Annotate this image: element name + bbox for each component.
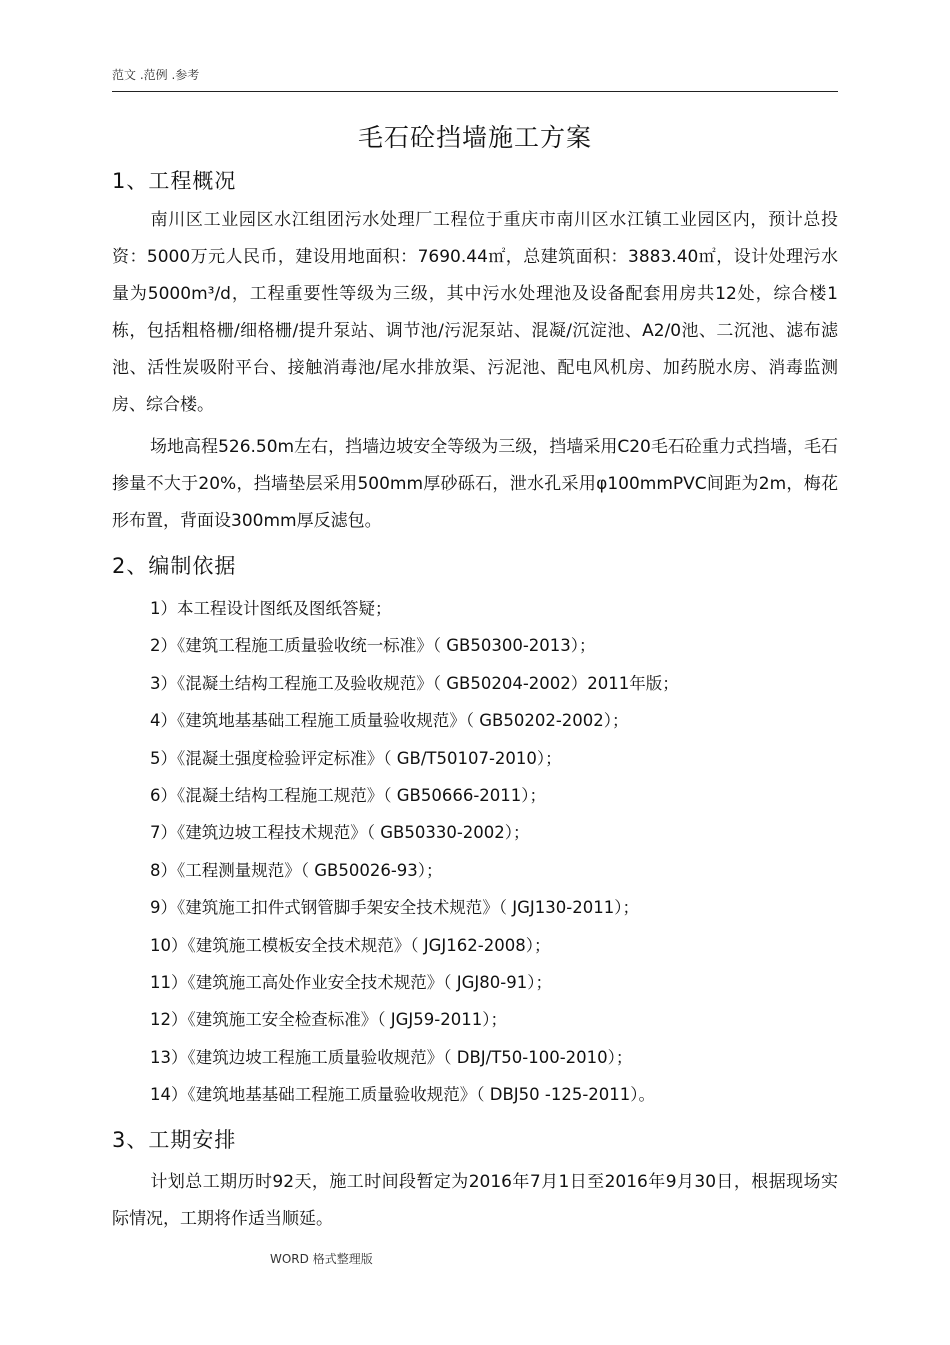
reference-list [150,595,679,1118]
overview-paragraph-1 [112,202,838,424]
list-item: 7）《建筑边坡工程技术规范》（ GB50330-2002）； [150,823,530,843]
list-item: 11）《建筑施工高处作业安全技术规范》（ JGJ80-91）； [150,972,552,992]
list-item: 5）《混凝土强度检验评定标准》（ GB/T50107-2010）； [150,748,562,768]
list-item: 12）《建筑施工安全检查标准》（ JGJ59-2011）； [150,1010,507,1030]
list-item: 8）《工程测量规范》（ GB50026-93）； [150,860,443,880]
list-item: 1）本工程设计图纸及图纸答疑； [150,599,392,618]
overview-paragraph-2 [112,429,838,540]
schedule-paragraph-text: 计划总工期历时92天，施工时间段暂定为2016年7月1日至2016年9月30日，根据现场实际情况，工期将作适当顺延。 [112,1172,838,1229]
list-item: 2）《建筑工程施工质量验收统一标准》（ GB50300-2013）； [150,636,596,656]
page-footer: WORD 格式整理版 [270,1252,373,1266]
list-item: 10）《建筑施工模板安全技术规范》（ JGJ162-2008）； [150,935,551,955]
section-heading-schedule: 3、工期安排 [112,1128,237,1152]
list-item: 3）《混凝土结构工程施工及验收规范》（ GB50204-2002）2011年版； [150,673,679,693]
overview-paragraph-1-text: 南川区工业园区水江组团污水处理厂工程位于重庆市南川区水江镇工业园区内，预计总投资：5000万元人民币，建设用地面积：7690.44㎡，总建筑面积：3883.40㎡，设计处理污水量为5000m³/d，工程重要性等级为三级，其中污水处理池及设备配套用房共12处，综合楼1栋，包括粗格栅/细格栅/提升泵站、调节池/污泥泵站、混凝/沉淀池、A2/0池、二沉池、滤布滤池、活性炭吸附平台、接触消毒池/尾水排放渠、污泥池、配电风机房、加药脱水房、消毒监测房、综合楼。 [112,210,838,415]
list-item: 6）《混凝土结构工程施工规范》（ GB50666-2011）； [150,785,547,805]
list-item: 13）《建筑边坡工程施工质量验收规范》（ DBJ/T50-100-2010）； [150,1047,633,1067]
page-header: 范文 .范例 .参考 [112,68,200,82]
list-item: 14）《建筑地基基础工程施工质量验收规范》（ DBJ50 -125-2011）。 [150,1085,656,1105]
list-item: 9）《建筑施工扣件式钢管脚手架安全技术规范》（ JGJ130-2011）； [150,898,639,918]
document-title: 毛石砼挡墙施工方案 [357,123,592,152]
section-heading-overview: 1、工程概况 [112,169,237,193]
list-item: 4）《建筑地基基础工程施工质量验收规范》（ GB50202-2002）； [150,711,629,731]
schedule-paragraph [112,1164,838,1238]
header-divider [112,91,838,92]
section-heading-basis: 2、编制依据 [112,554,237,578]
overview-paragraph-2-text: 场地高程526.50m左右，挡墙边坡安全等级为三级，挡墙采用C20毛石砼重力式挡墙，毛石掺量不大于20%，挡墙垫层采用500mm厚砂砾石，泄水孔采用φ100mmPVC间距为2m，梅花形布置，背面设300mm厚反滤包。 [112,437,838,531]
